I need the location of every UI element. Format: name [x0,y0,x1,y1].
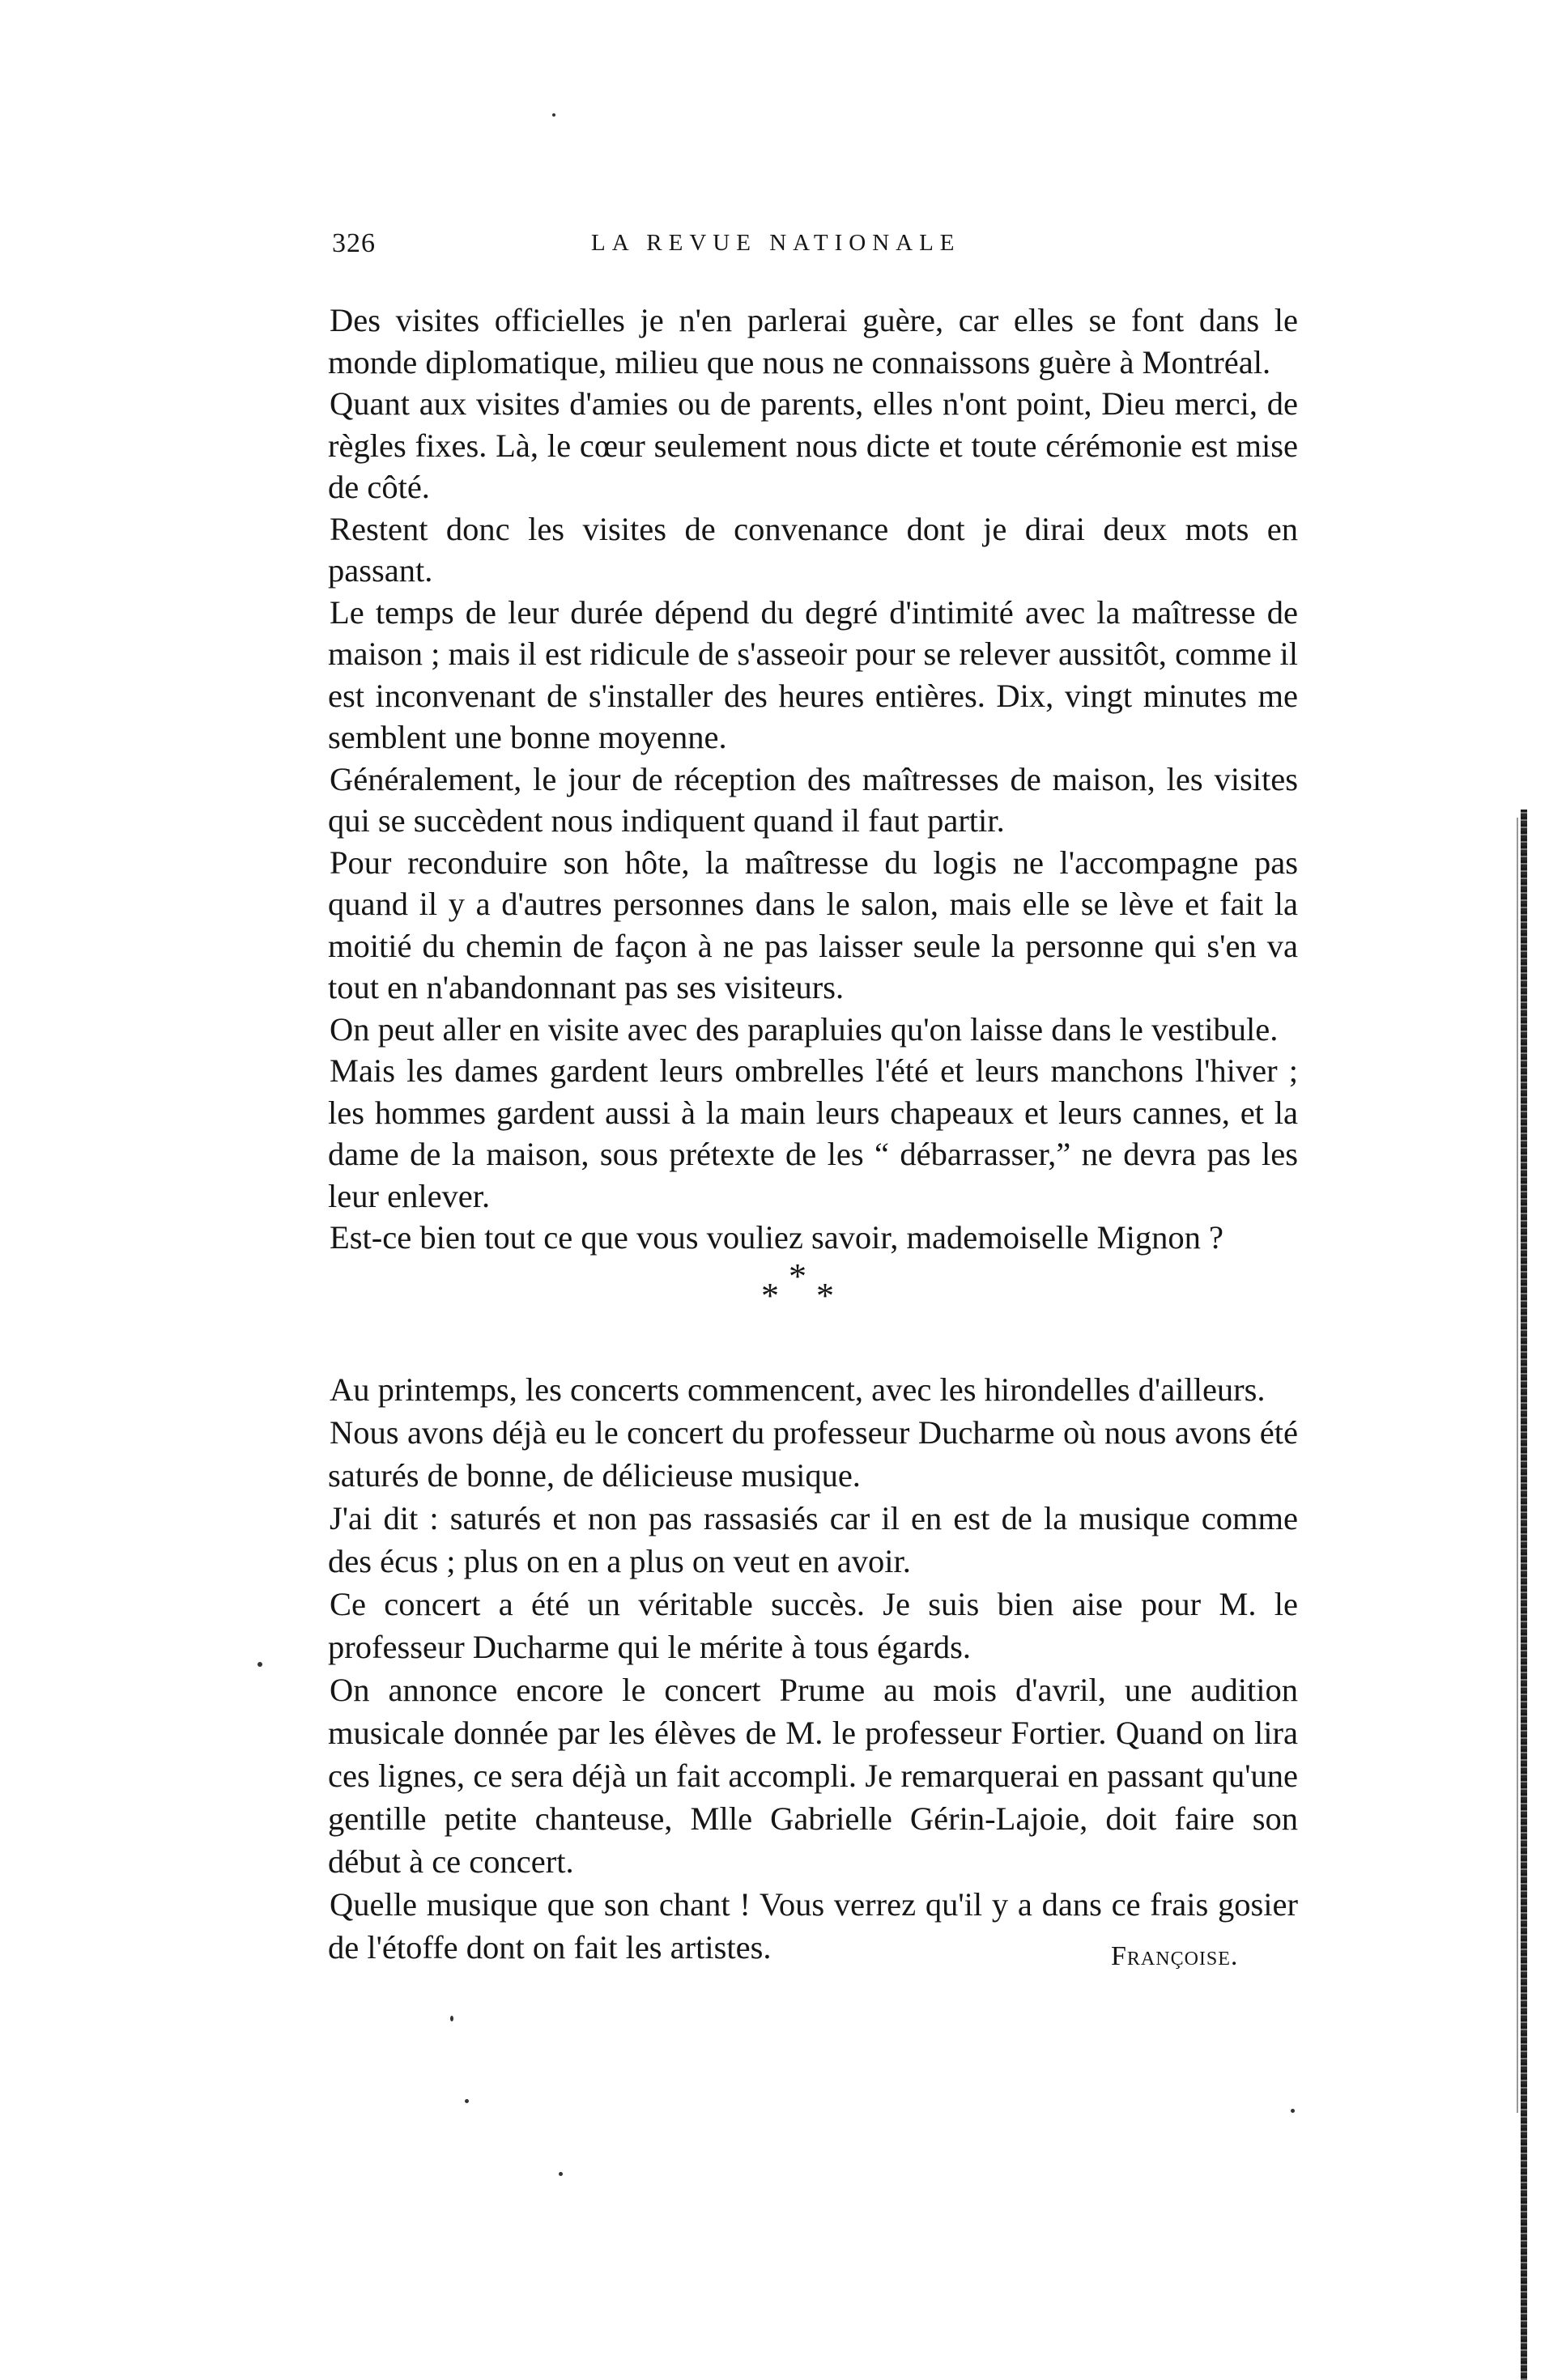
paragraph: On annonce encore le concert Prume au mois d'avril, une audition musicale donnée par les élèves de M. le professeur Fortier. Quand on lira ces lignes, ce sera déjà un fait accompli. Je remarquerai en passant qu'une gentille petite chanteuse, Mlle Gabrielle Gérin-Lajoie, doit faire son début à ce concert. [328,1672,1298,1880]
asterisk: * [816,1276,834,1315]
asterisk: * [789,1256,806,1296]
paragraph: Est-ce bien tout ce que vous vouliez savoir, mademoiselle Mignon ? [330,1219,1223,1256]
scan-speck [257,1662,262,1667]
paragraph: Restent donc les visites de convenance dont je dirai deux mots en passant. [328,510,1298,589]
paragraph: Au printemps, les concerts commencent, avec les hirondelles d'ailleurs. [330,1371,1266,1408]
page-header [332,228,1304,269]
scan-speck [559,2172,563,2176]
scan-speck [450,2016,453,2021]
paragraph: Pour reconduire son hôte, la maîtresse du logis ne l'accompagne pas quand il y a d'autres personnes dans le salon, mais elle se lève et fait la moitié du chemin de façon à ne pas laisser seule la personne qui s'en va tout en n'abandonnant pas ses visiteurs. [328,844,1298,1005]
scan-speck [1291,2109,1295,2113]
section-break-asterism [761,1256,875,1324]
running-head: LA REVUE NATIONALE [591,230,961,256]
article-body-part-2 [328,1368,1298,1969]
article-body-part-1 [328,300,1298,1259]
asterisk: * [761,1276,779,1315]
scan-speck [552,113,555,117]
paragraph: J'ai dit : saturés et non pas rassasiés car il en est de la musique comme des écus ; plus on en a plus on veut en avoir. [328,1500,1298,1579]
paragraph: Quelle musique que son chant ! Vous verrez qu'il y a dans ce frais gosier de l'étoffe dont on fait les artistes. [328,1886,1298,1966]
paragraph: On peut aller en visite avec des parapluies qu'on laisse dans le vestibule. [330,1010,1279,1048]
author-signature: Françoise. [1111,1941,1239,1971]
paragraph: Ce concert a été un véritable succès. Je suis bien aise pour M. le professeur Ducharme qui le mérite à tous égards. [328,1586,1298,1665]
scan-edge-line [1517,818,1518,2113]
page-number: 326 [332,228,376,258]
paragraph: Des visites officielles je n'en parlerai guère, car elles se font dans le monde diplomatique, milieu que nous ne connaissons guère à Montréal. [328,302,1298,380]
scan-speck [465,2099,469,2103]
paragraph: Nous avons déjà eu le concert du professeur Ducharme où nous avons été saturés de bonne, de délicieuse musique. [328,1414,1298,1494]
scan-edge-strip [1521,810,1527,2380]
paragraph: Généralement, le jour de réception des maîtresses de maison, les visites qui se succèdent nous indiquent quand il faut partir. [328,760,1298,839]
paragraph: Mais les dames gardent leurs ombrelles l'été et leurs manchons l'hiver ; les hommes gardent aussi à la main leurs chapeaux et leurs cannes, et la dame de la maison, sous prétexte de les “ débarrasser,” ne devra pas les leur enlever. [328,1052,1298,1214]
paragraph: Le temps de leur durée dépend du degré d'intimité avec la maîtresse de maison ; mais il est ridicule de s'asseoir pour se relever aussitôt, comme il est inconvenant de s'installer des heures entières. Dix, vingt minutes me semblent une bonne moyenne. [328,593,1298,755]
paragraph: Quant aux visites d'amies ou de parents, elles n'ont point, Dieu merci, de règles fixes. Là, le cœur seulement nous dicte et toute cérémonie est mise de côté. [328,385,1298,505]
